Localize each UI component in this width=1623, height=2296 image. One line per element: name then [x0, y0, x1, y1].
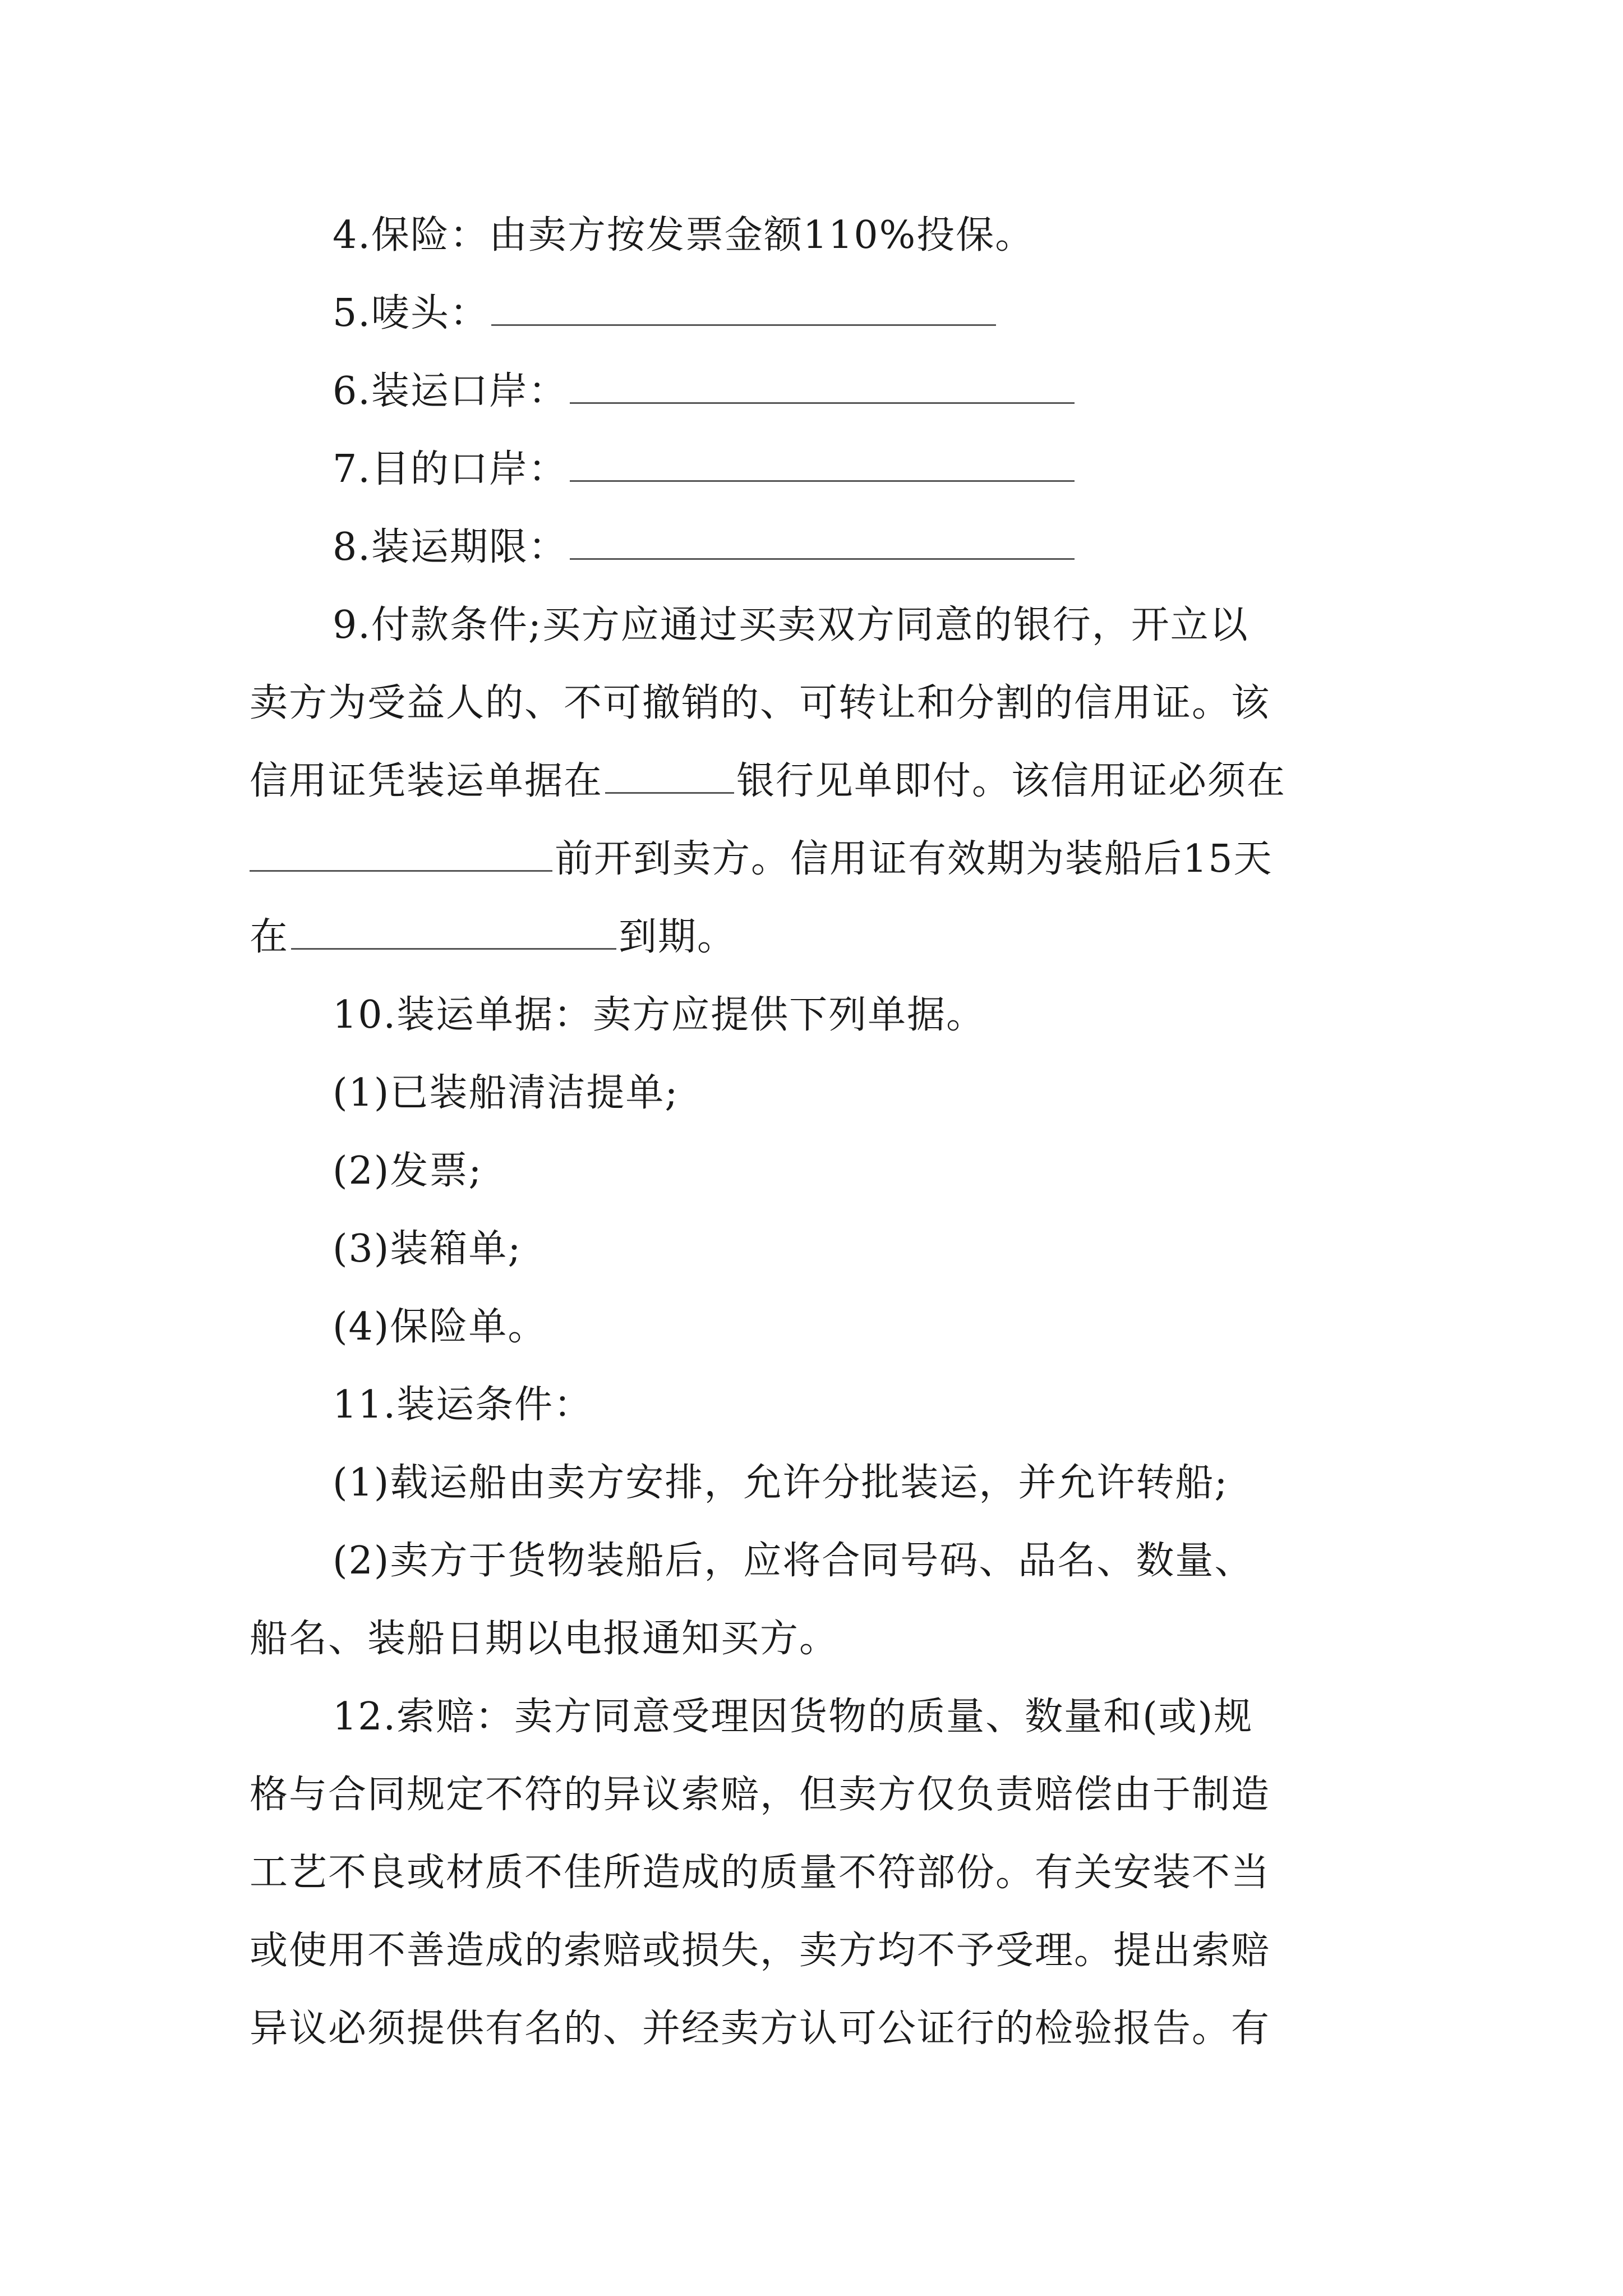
clause-4-insurance [250, 196, 1388, 274]
document-item-1 [250, 1054, 1388, 1132]
clause-12-claims-line-3 [250, 1834, 1388, 1912]
line-text: 在 [250, 915, 289, 959]
line-text: 5.唛头： [333, 291, 489, 335]
clause-12-claims-line-2 [250, 1756, 1388, 1834]
clause-8-shipment-period [250, 508, 1388, 586]
clause-12-claims-line-1 [250, 1678, 1388, 1756]
shipment-term-2-line-1 [250, 1522, 1388, 1600]
line-text: (3)装箱单; [333, 1227, 522, 1271]
shipment-term-2-line-2 [250, 1600, 1388, 1678]
blank-underline[interactable] [491, 292, 996, 326]
line-text: 银行见单即付。该信用证必须在 [736, 759, 1287, 803]
line-text: 6.装运口岸： [333, 369, 568, 413]
blank-underline[interactable] [570, 448, 1075, 482]
line-text: 信用证凭装运单据在 [250, 759, 603, 803]
line-text: 4.保险：由卖方按发票金额110%投保。 [333, 213, 1035, 257]
line-text: (2)发票; [333, 1149, 483, 1193]
line-text: (1)载运船由卖方安排，允许分批装运，并允许转船; [333, 1461, 1229, 1505]
line-text: 12.索赔：卖方同意受理因货物的质量、数量和(或)规 [333, 1695, 1253, 1739]
clause-12-claims-line-4 [250, 1912, 1388, 1990]
blank-underline[interactable] [291, 915, 616, 950]
clause-9-payment-line-1 [250, 586, 1388, 664]
blank-underline[interactable] [570, 526, 1075, 560]
line-text: 卖方为受益人的、不可撤销的、可转让和分割的信用证。该 [250, 681, 1271, 725]
blank-underline[interactable] [605, 760, 734, 794]
clause-9-payment-line-4 [250, 820, 1388, 898]
shipment-term-1 [250, 1444, 1388, 1522]
line-text: 7.目的口岸： [333, 447, 568, 491]
line-text: 10.装运单据：卖方应提供下列单据。 [333, 993, 986, 1037]
blank-underline[interactable] [570, 370, 1075, 404]
clause-9-payment-line-3 [250, 742, 1388, 820]
line-text: 11.装运条件： [333, 1383, 593, 1427]
line-text: (1)已装船清洁提单; [333, 1071, 679, 1115]
clause-12-claims-line-5 [250, 1990, 1388, 2068]
line-text: (2)卖方于货物装船后，应将合同号码、品名、数量、 [333, 1539, 1254, 1583]
clause-6-loading-port [250, 352, 1388, 430]
clause-9-payment-line-2 [250, 664, 1388, 742]
line-text: (4)保险单。 [333, 1305, 547, 1349]
line-text: 到期。 [619, 915, 737, 959]
clause-7-destination-port [250, 430, 1388, 508]
line-text: 或使用不善造成的索赔或损失，卖方均不予受理。提出索赔 [250, 1929, 1271, 1973]
blank-underline[interactable] [250, 838, 552, 872]
line-text: 异议必须提供有名的、并经卖方认可公证行的检验报告。有 [250, 2007, 1271, 2051]
clause-11-shipment-terms [250, 1366, 1388, 1444]
clause-10-shipping-documents [250, 976, 1388, 1054]
document-item-2 [250, 1132, 1388, 1210]
clause-9-payment-line-5 [250, 898, 1388, 976]
line-text: 工艺不良或材质不佳所造成的质量不符部份。有关安装不当 [250, 1851, 1271, 1895]
line-text: 格与合同规定不符的异议索赔，但卖方仅负责赔偿由于制造 [250, 1773, 1271, 1817]
line-text: 9.付款条件;买方应通过买卖双方同意的银行，开立以 [333, 603, 1249, 647]
line-text: 船名、装船日期以电报通知买方。 [250, 1617, 839, 1661]
line-text: 前开到卖方。信用证有效期为装船后15天 [555, 837, 1273, 881]
document-item-4 [250, 1288, 1388, 1366]
clause-5-shipping-mark [250, 274, 1388, 352]
line-text: 8.装运期限： [333, 525, 568, 569]
document-page [250, 196, 1388, 2068]
document-item-3 [250, 1210, 1388, 1288]
